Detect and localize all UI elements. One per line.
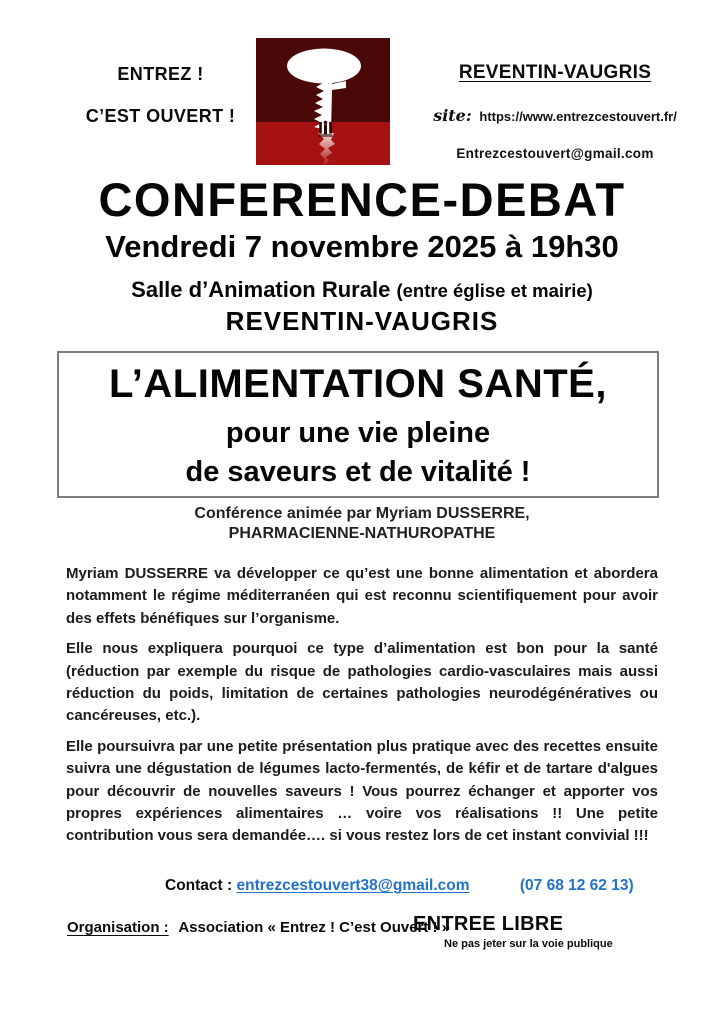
speaker-block — [0, 504, 724, 544]
event-title: CONFERENCE-DEBAT — [98, 173, 626, 226]
header-site-line — [402, 106, 708, 125]
disclaimer-text: Ne pas jeter sur la voie publique — [444, 938, 613, 950]
header-contact-block — [402, 62, 708, 161]
event-date: Vendredi 7 novembre 2025 à 19h30 — [105, 229, 619, 264]
banner-line-2: pour une vie pleine — [225, 417, 491, 449]
contact-phone: (07 68 12 62 13) — [519, 877, 634, 894]
site-url: https://www.entrezcestouvert.fr/ — [479, 109, 677, 124]
free-entry-block — [413, 913, 613, 950]
venue-name: Salle d’Animation Rurale — [131, 277, 391, 302]
paragraph-2: Elle nous expliquera pourquoi ce type d’alimentation est bon pour la santé (réduction par exemple du risque de pathologies cardio-vasculaires mais aussi réduction du poids, limitation de certaines pathologies neurodégénératives ou cancéreuses, etc.). — [66, 640, 658, 725]
header-location: REVENTIN-VAUGRIS — [458, 62, 652, 83]
contact-label: Contact : — [165, 877, 233, 894]
theme-banner-box — [57, 351, 659, 498]
banner-line-1: L’ALIMENTATION SANTÉ, — [109, 362, 607, 406]
slogan-line-1: ENTREZ ! — [117, 64, 204, 84]
speaker-line-1: Conférence animée par Myriam DUSSERRE, — [194, 505, 530, 522]
paragraph-3: Elle poursuivra par une petite présentation plus pratique avec des recettes ensuite suivra une dégustation de légumes lacto-fermentés, de kéfir et de tartare d'algues pour découvrir de nouvelles saveurs ! Vous pourrez échanger et apporter vos propres expériences alimentaires … voire vos réalisations !! Une petite contribution vous sera demandée…. si vous restez lors de cet instant convivial !!! — [66, 737, 658, 845]
banner-line-3: de saveurs et de vitalité ! — [185, 456, 531, 488]
organisation-label: Organisation : — [67, 919, 169, 936]
association-slogan — [58, 64, 263, 127]
contact-email-link[interactable]: entrezcestouvert38@gmail.com — [236, 877, 470, 894]
contact-line — [165, 877, 634, 895]
event-city: REVENTIN-VAUGRIS — [225, 306, 499, 336]
description-text — [66, 563, 658, 856]
event-venue — [0, 277, 724, 303]
site-label: site: — [433, 106, 472, 125]
free-entry-text: ENTREE LIBRE — [413, 913, 564, 935]
association-logo — [256, 38, 390, 165]
organisation-line — [67, 919, 450, 936]
paragraph-1: Myriam DUSSERRE va développer ce qu’est une bonne alimentation et abordera notamment le régime méditerranéen qui est reconnu scientifiquement pour avoir des effets bénéfiques sur l’organisme. — [66, 565, 658, 627]
slogan-line-2: C’EST OUVERT ! — [85, 106, 236, 126]
speaker-line-2: PHARMACIENNE-NATHUROPATHE — [228, 525, 496, 542]
venue-note: (entre église et mairie) — [396, 280, 593, 301]
header-email: Entrezcestouvert@gmail.com — [456, 146, 654, 161]
organisation-value: Association « Entrez ! C’est Ouvert ! » — [178, 919, 451, 936]
key-logo-graphic — [256, 38, 390, 165]
